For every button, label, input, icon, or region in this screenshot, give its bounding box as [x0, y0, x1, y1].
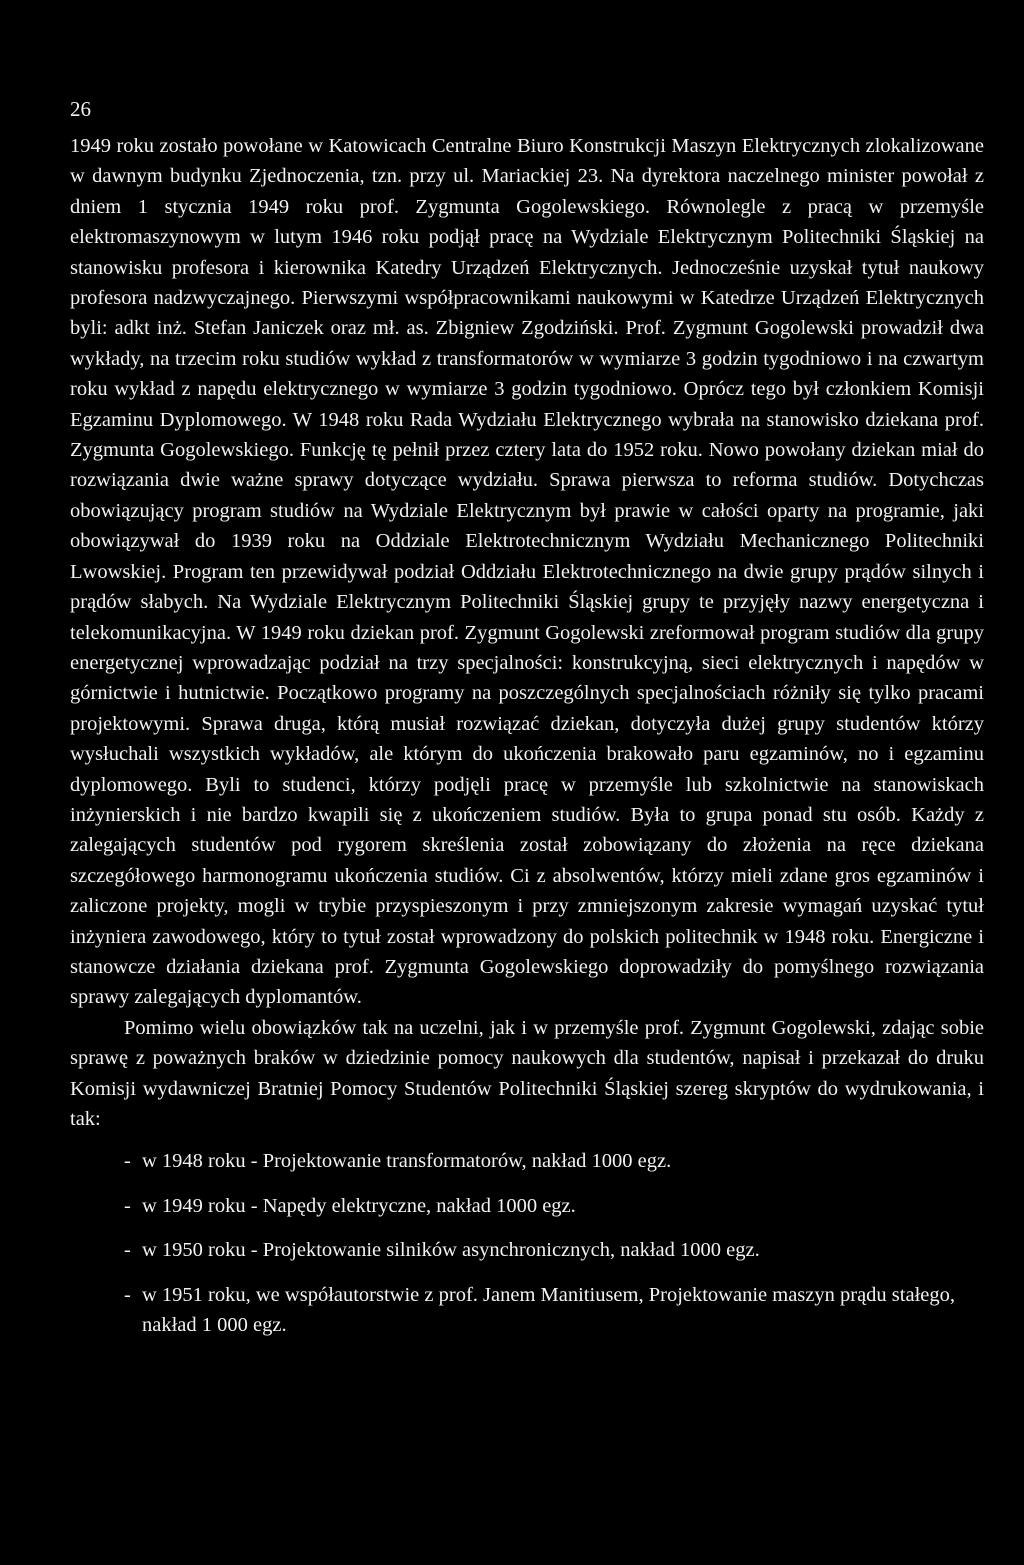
list-dash: -: [124, 1194, 131, 1217]
list-item: [70, 1146, 984, 1176]
list-dash: -: [124, 1283, 131, 1306]
list-item: [70, 1191, 984, 1221]
list-dash: -: [124, 1150, 131, 1173]
page-number: 26: [70, 97, 91, 121]
body-text: [70, 131, 984, 1354]
list-item-text: w 1949 roku - Napędy elektryczne, nakład 1000 egz.: [142, 1194, 576, 1217]
list-item-text: w 1951 roku, we współautorstwie z prof. Janem Manitiusem, Projektowanie maszyn prądu stałego, nakład 1 000 egz.: [142, 1283, 955, 1337]
paragraph-2: Pomimo wielu obowiązków tak na uczelni, jak i w przemyśle prof. Zygmunt Gogolewski, zdając sobie sprawę z poważnych braków w dziedzinie pomocy naukowych dla studentów, napisał i przekazał do druku Komisji wydawniczej Bratniej Pomocy Studentów Politechniki Śląskiej szereg skryptów do wydrukowania, i tak:: [70, 1016, 984, 1130]
list-item: [70, 1235, 984, 1265]
paragraph-1: 1949 roku zostało powołane w Katowicach Centralne Biuro Konstrukcji Maszyn Elektrycznych zlokalizowane w dawnym budynku Zjednoczenia, tzn. przy ul. Mariackiej 23. Na dyrektora naczelnego minister powołał z dniem 1 stycznia 1949 roku prof. Zygmunta Gogolewskiego. Równolegle z pracą w przemyśle elektromaszynowym w lutym 1946 roku podjął pracę na Wydziale Elektrycznym Politechniki Śląskiej na stanowisku profesora i kierownika Katedry Urządzeń Elektrycznych. Jednocześnie uzyskał tytuł naukowy profesora nadzwyczajnego. Pierwszymi współpracownikami naukowymi w Katedrze Urządzeń Elektrycznych byli: adkt inż. Stefan Janiczek oraz mł. as. Zbigniew Zgodziński. Prof. Zygmunt Gogolewski prowadził dwa wykłady, na trzecim roku studiów wykład z transformatorów w wymiarze 3 godzin tygodniowo i na czwartym roku wykład z napędu elektrycznego w wymiarze 3 godzin tygodniowo. Oprócz tego był członkiem Komisji Egzaminu Dyplomowego. W 1948 roku Rada Wydziału Elektrycznego wybrała na stanowisko dziekana prof. Zygmunta Gogolewskiego. Funkcję tę pełnił przez cztery lata do 1952 roku. Nowo powołany dziekan miał do rozwiązania dwie ważne sprawy dotyczące wydziału. Sprawa pierwsza to reforma studiów. Dotychczas obowiązujący program studiów na Wydziale Elektrycznym był prawie w całości oparty na programie, jaki obowiązywał do 1939 roku na Oddziale Elektrotechnicznym Wydziału Mechanicznego Politechniki Lwowskiej. Program ten przewidywał podział Oddziału Elektrotechnicznego na dwie grupy prądów silnych i prądów słabych. Na Wydziale Elektrycznym Politechniki Śląskiej grupy te przyjęły nazwy energetyczna i telekomunikacyjna. W 1949 roku dziekan prof. Zygmunt Gogolewski zreformował program studiów dla grupy energetycznej wprowadzając podział na trzy specjalności: konstrukcyjną, sieci elektrycznych i napędów w górnictwie i hutnictwie. Początkowo programy na poszczególnych specjalnościach różniły się tylko pracami projektowymi. Sprawa druga, którą musiał rozwiązać dziekan, dotyczyła dużej grupy studentów którzy wysłuchali wszystkich wykładów, ale którym do ukończenia brakowało paru egzaminów, no i egzaminu dyplomowego. Byli to studenci, którzy podjęli pracę w przemyśle lub szkolnictwie na stanowiskach inżynierskich i nie bardzo kwapili się z ukończeniem studiów. Była to grupa ponad stu osób. Każdy z zalegających studentów pod rygorem skreślenia został zobowiązany do złożenia na ręce dziekana szczegółowego harmonogramu ukończenia studiów. Ci z absolwentów, którzy mieli zdane gros egzaminów i zaliczone projekty, mogli w trybie przyspieszonym i przy zmniejszonym zakresie wymagań uzyskać tytuł inżyniera zawodowego, który to tytuł został wprowadzony do polskich politechnik w 1948 roku. Energiczne i stanowcze działania dziekana prof. Zygmunta Gogolewskiego doprowadziły do pomyślnego rozwiązania sprawy zalegających dyplomantów.: [70, 135, 984, 1009]
list-item: [70, 1280, 984, 1341]
list-dash: -: [124, 1239, 131, 1262]
list-item-text: w 1948 roku - Projektowanie transformatorów, nakład 1000 egz.: [142, 1150, 672, 1173]
list-item-text: w 1950 roku - Projektowanie silników asynchronicznych, nakład 1000 egz.: [142, 1239, 760, 1262]
publication-list: [70, 1146, 984, 1340]
